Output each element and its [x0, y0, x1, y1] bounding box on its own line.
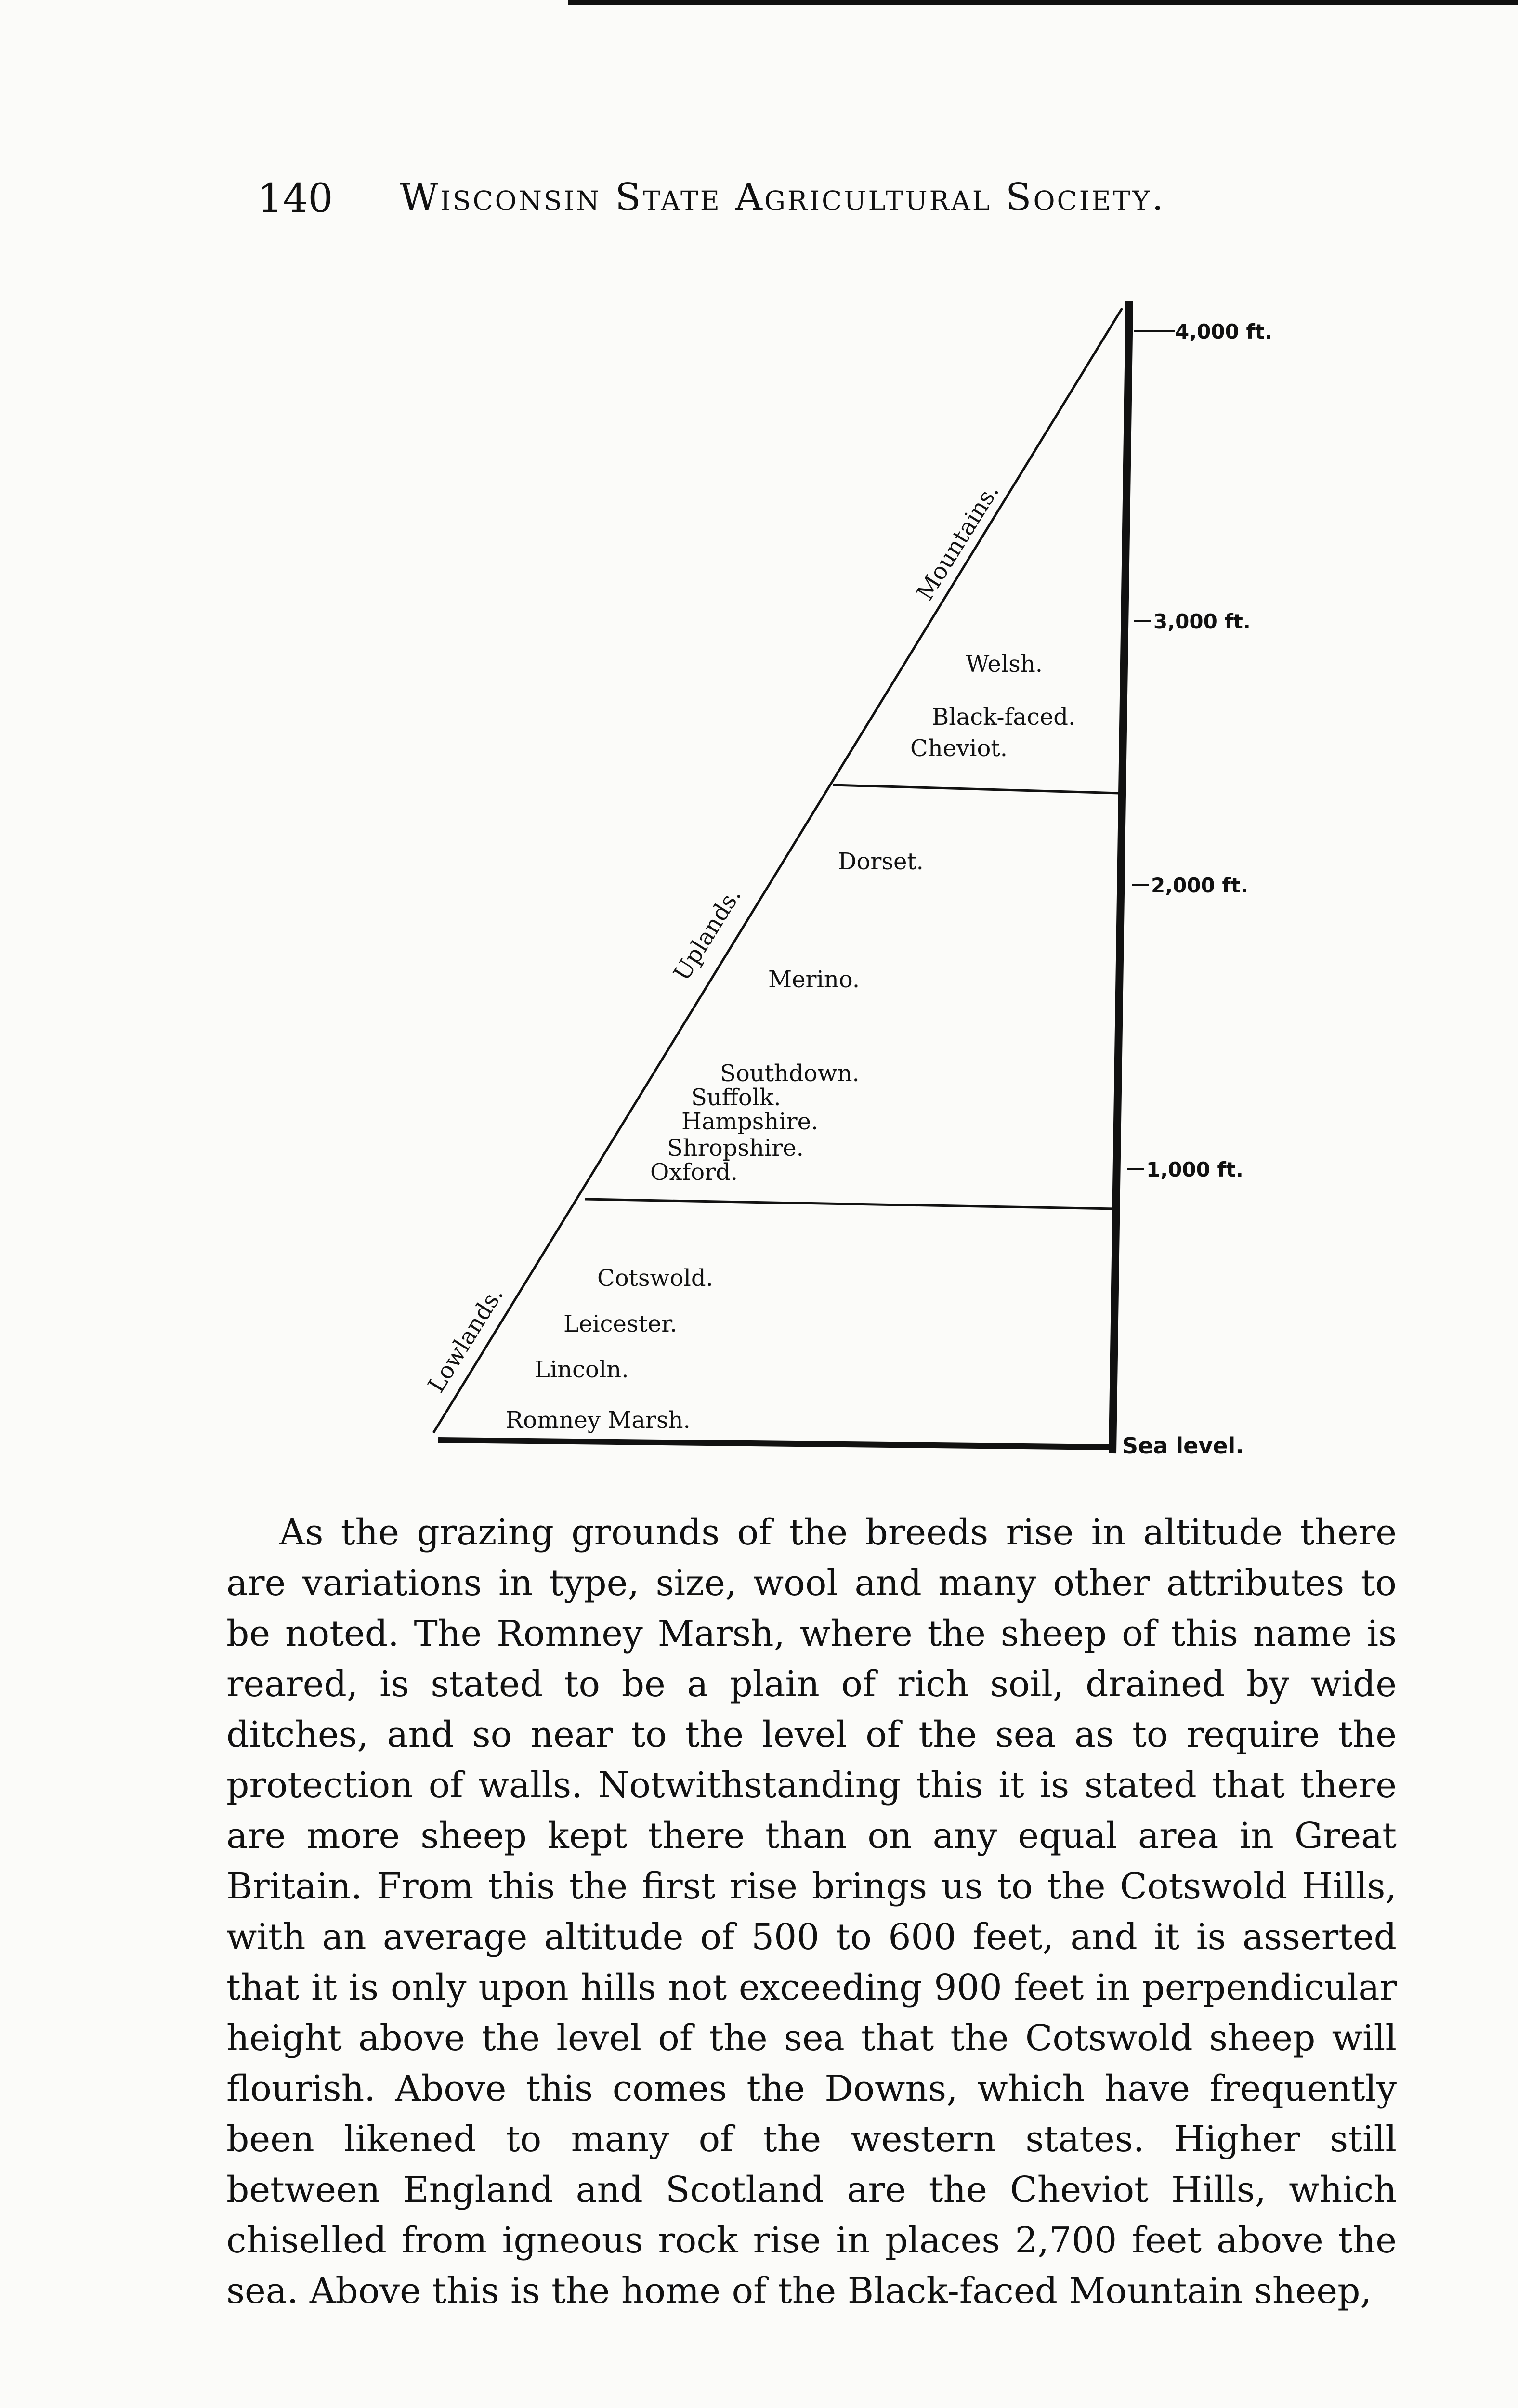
breed-lincoln: Lincoln.	[535, 1356, 629, 1383]
label-2000-ft: 2,000 ft.	[1151, 874, 1248, 897]
breed-merino: Merino.	[768, 966, 860, 993]
page-number: 140	[258, 176, 333, 222]
breed-oxford: Oxford.	[650, 1159, 738, 1186]
breed-leicester: Leicester.	[563, 1310, 678, 1337]
breed-black-faced: Black-faced.	[932, 704, 1076, 731]
breed-hampshire: Hampshire.	[681, 1108, 819, 1135]
breed-cheviot: Cheviot.	[910, 735, 1008, 762]
divider-uplands-lowlands	[585, 1199, 1115, 1209]
hypotenuse-line	[433, 308, 1122, 1433]
breed-suffolk: Suffolk.	[691, 1084, 781, 1111]
breed-romney-marsh: Romney Marsh.	[506, 1407, 691, 1434]
label-1000-ft: 1,000 ft.	[1146, 1158, 1243, 1181]
divider-mountains-uplands	[833, 785, 1120, 793]
breed-cotswold: Cotswold.	[597, 1265, 713, 1292]
zone-lowlands: Lowlands.	[422, 1282, 509, 1398]
zone-uplands: Uplands.	[668, 882, 747, 986]
body-paragraph: As the grazing grounds of the breeds rise in altitude there are variations in type, size, wool and many other attributes to be noted. The Romney Marsh, where the sheep of this name is reared, is stated to be a plain of rich soil, drained by wide ditches, and so near to the level of the sea as to require the protection of walls. Notwithstanding this it is stated that there are more sheep kept there than on any equal area in Great Britain. From this the first rise brings us to the Cotswold Hills, with an average altitude of 500 to 600 feet, and it is asserted that it is only upon hills not exceeding 900 feet in perpendicular height above the level of the sea that the Cotswold sheep will flourish. Above this comes the Downs, which have frequently been likened to many of the western states. Higher still between England and Scotland are the Cheviot Hills, which chiselled from igneous rock rise in places 2,700 feet above the sea. Above this is the home of the Black-faced Mountain sheep,	[226, 1512, 1397, 2312]
body-text	[226, 1507, 1397, 2316]
breed-southdown: Southdown.	[720, 1060, 860, 1087]
vertical-scale-bar	[1112, 301, 1129, 1453]
label-sea-level: Sea level.	[1122, 1433, 1244, 1459]
zone-mountains: Mountains.	[911, 479, 1005, 605]
breed-shropshire: Shropshire.	[667, 1135, 804, 1162]
breed-welsh: Welsh.	[966, 651, 1043, 678]
breed-dorset: Dorset.	[838, 848, 924, 875]
running-title: Wisconsin State Agricultural Society.	[400, 176, 1166, 219]
sea-level-baseline	[438, 1440, 1112, 1447]
label-4000-ft: 4,000 ft.	[1175, 320, 1272, 343]
label-3000-ft: 3,000 ft.	[1153, 610, 1251, 633]
